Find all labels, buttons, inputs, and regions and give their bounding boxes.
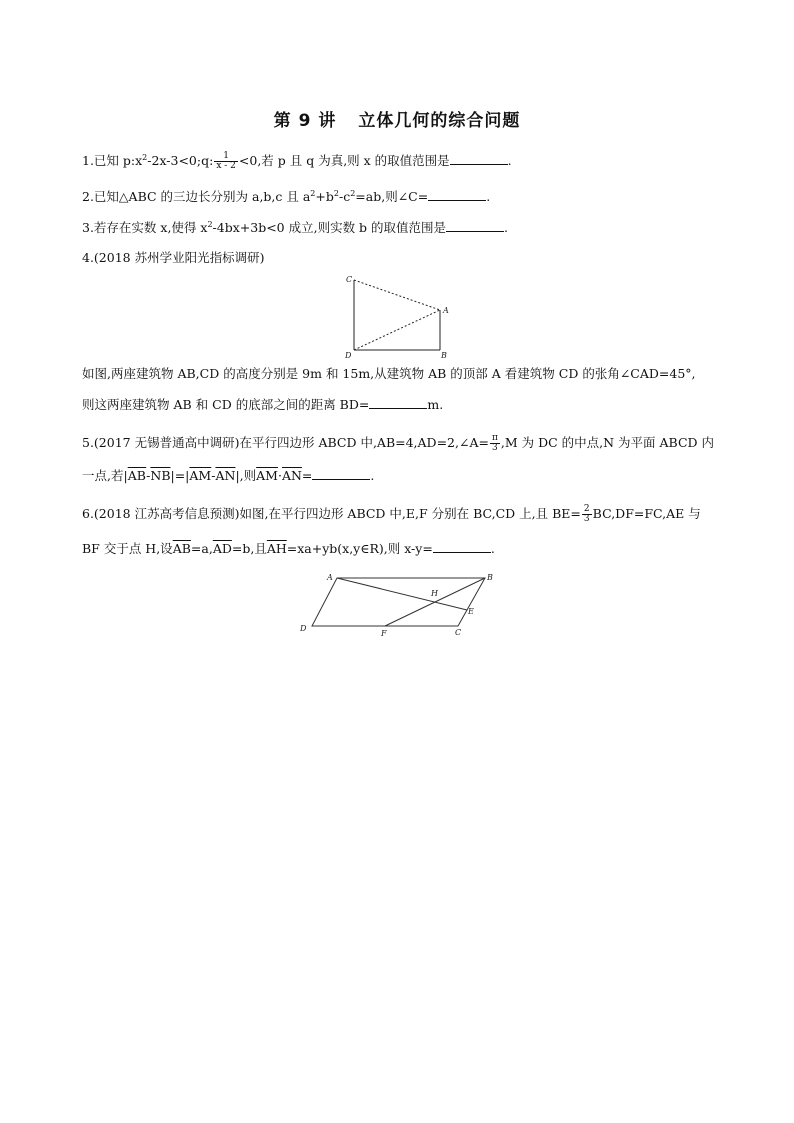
question-4-header: 4.(2018 苏州学业阳光指标调研) [82, 250, 265, 265]
question-2: 2.已知△ABC 的三边长分别为 a,b,c 且 $a^2+b^2-c^2=ab$,则∠C= . [82, 188, 491, 204]
lecture-number: 第 9 讲 [273, 111, 337, 131]
question-1: 1.已知 $p:x^2-2x-3<0;q$: $\frac{1}{x - 2}$ <0,若 p 且 q 为真,则 x 的取值范围是 . [82, 151, 512, 171]
q5-fraction: $\frac{\pi}{3}$ [491, 433, 498, 453]
q2-answer-blank[interactable] [428, 188, 486, 201]
sight-line-ad [354, 310, 440, 350]
label-b: B [441, 351, 447, 360]
q2-text-c: -c [338, 189, 351, 204]
question-3: 3.若存在实数 x,使得 $x^2-4bx+3b<0$ 成立,则实数 b 的取值范围是 . [82, 219, 509, 235]
label-f: F [381, 629, 387, 637]
question-6-line1: 6.(2018 江苏高考信息预测)如图,在平行四边形 ABCD 中,E,F 分别在 BC,CD 上,且 BE= $\frac{2}{3}$ BC,DF=FC,AE 与 [82, 504, 701, 524]
vector-ab: $\overline{AB}$ [127, 468, 147, 483]
q2-text-d: =ab,则∠C= [355, 189, 429, 204]
vector-nb: $\overline{NB}$ [150, 468, 171, 483]
vector-ad-q6: $\overline{AD}$ [212, 541, 232, 556]
q1-text-b: -2x-3<0;q: [147, 153, 214, 168]
q1-text-c: <0,若 p 且 q 为真,则 x 的取值范围是 [238, 153, 450, 168]
q2-text-a: 2.已知△ABC 的三边长分别为 a,b,c 且 a [82, 189, 311, 204]
q3-answer-blank[interactable] [446, 219, 504, 232]
q3-text-a: 3.若存在实数 x,使得 x [82, 220, 208, 235]
label-a: A [327, 573, 333, 582]
label-d: D [345, 351, 352, 360]
label-c: C [346, 275, 353, 284]
label-d: D [300, 624, 307, 633]
parallelogram-abcd [312, 578, 485, 626]
q6-parallelogram-figure [295, 572, 515, 637]
vector-am: $\overline{AM}$ [189, 468, 212, 483]
label-b: B [487, 573, 493, 582]
question-5-line1: 5.(2017 无锡普通高中调研)在平行四边形 ABCD 中,AB=4,AD=2,∠A= $\frac{\pi}{3}$ ,M 为 DC 的中点,N 为平面 ABCD 内 [82, 433, 715, 453]
q4-answer-blank[interactable] [369, 396, 427, 409]
sight-line-ac [354, 280, 440, 310]
segment-bf [385, 578, 485, 626]
vector-an: $\overline{AN}$ [215, 468, 236, 483]
label-h: H [431, 589, 438, 598]
vector-ah-q6: $\overline{AH}$ [266, 541, 287, 556]
q2-text-b: +b [315, 189, 334, 204]
vector-ab-q6: $\overline{AB}$ [172, 541, 191, 556]
q1-fraction: $\frac{1}{x - 2}$ [216, 151, 236, 171]
page-title [0, 106, 794, 131]
segment-ae [337, 578, 467, 610]
q6-answer-blank[interactable] [433, 540, 491, 553]
label-a: A [443, 306, 449, 315]
q4-text-line1: 如图,两座建筑物 AB,CD 的高度分别是 9m 和 15m,从建筑物 AB 的顶部 A 看建筑物 CD 的张角∠CAD=45°, [82, 366, 696, 381]
q5-answer-blank[interactable] [312, 467, 370, 480]
label-e: E [468, 607, 474, 616]
vector-am-2: $\overline{AM}$ [256, 468, 278, 483]
label-c: C [455, 628, 462, 637]
q3-text-b: -4bx+3b<0 成立,则实数 b 的取值范围是 [212, 220, 447, 235]
q4-buildings-figure [340, 272, 460, 362]
q1-answer-blank[interactable] [450, 152, 508, 165]
vector-an-2: $\overline{AN}$ [281, 468, 302, 483]
lecture-topic: 立体几何的综合问题 [358, 111, 521, 131]
q4-text-line2: 则这两座建筑物 AB 和 CD 的底部之间的距离 BD= m. [82, 397, 444, 412]
q6-fraction: $\frac{2}{3}$ [583, 504, 590, 524]
question-5-line2: 一点,若$|\overline{AB}-\overline{NB}|=|\overline{AM}-\overline{AN}|$,则$\overline{AM}\cdot\overline{AN}=$ . [82, 468, 375, 483]
q1-text-a: 1.已知 p:x [82, 153, 143, 168]
question-6-line2: BF 交于点 H,设$\overline{AB}=a,\overline{AD}=b$,且$\overline{AH}=xa+yb(x,y\in R)$,则 x-y= . [82, 541, 495, 556]
